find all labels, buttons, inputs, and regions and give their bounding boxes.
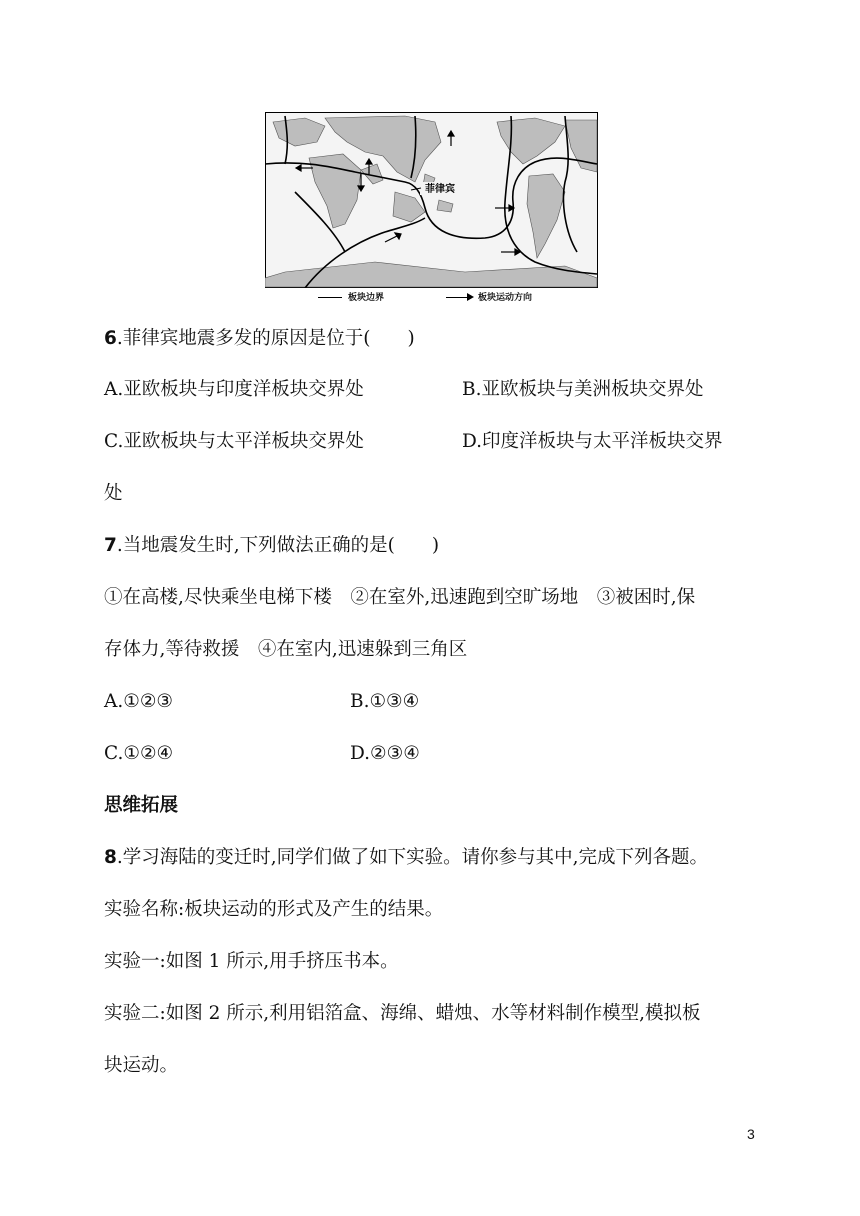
q7-option-c: C.①②④ bbox=[104, 743, 174, 764]
q7-option-b: B.①③④ bbox=[350, 691, 420, 712]
q8-experiment-name: 实验名称:板块运动的形式及产生的结果。 bbox=[104, 899, 444, 920]
q7-stem bbox=[104, 537, 439, 556]
page-number: 3 bbox=[747, 1126, 755, 1142]
q8-stem-text: .学习海陆的变迁时,同学们做了如下实验。请你参与其中,完成下列各题。 bbox=[116, 847, 709, 868]
legend-direction-label: 板块运动方向 bbox=[478, 293, 533, 303]
q6-option-a: A.亚欧板块与印度洋板块交界处 bbox=[104, 379, 364, 400]
plate-boundary-map bbox=[265, 112, 598, 288]
q8-stem bbox=[104, 849, 708, 868]
legend-boundary bbox=[318, 292, 384, 304]
q6-option-d: D.印度洋板块与太平洋板块交界 bbox=[462, 431, 723, 452]
boundary-line-icon bbox=[318, 297, 342, 298]
q6-number: 6 bbox=[104, 328, 117, 349]
legend-boundary-label: 板块边界 bbox=[348, 293, 385, 303]
legend-direction bbox=[446, 292, 532, 304]
q8-experiment-1: 实验一:如图 1 所示,用手挤压书本。 bbox=[104, 951, 399, 972]
q6-stem bbox=[104, 330, 415, 349]
q7-stem-text: .当地震发生时,下列做法正确的是( ) bbox=[116, 535, 440, 556]
q6-stem-text: .菲律宾地震多发的原因是位于( ) bbox=[116, 328, 415, 349]
arrow-right-icon bbox=[446, 297, 468, 298]
q8-experiment-2-line1: 实验二:如图 2 所示,利用铝箔盒、海绵、蜡烛、水等材料制作模型,模拟板 bbox=[104, 1003, 701, 1024]
q7-statements-line2: 存体力,等待救援 ④在室内,迅速躲到三角区 bbox=[104, 639, 468, 660]
q7-option-a: A.①②③ bbox=[104, 691, 173, 712]
q6-option-d-continued: 处 bbox=[104, 483, 123, 504]
q6-option-b: B.亚欧板块与美洲板块交界处 bbox=[462, 379, 704, 400]
q8-number: 8 bbox=[104, 847, 117, 868]
q7-statements-line1: ①在高楼,尽快乘坐电梯下楼 ②在室外,迅速跑到空旷场地 ③被困时,保 bbox=[104, 587, 696, 608]
philippines-label: 菲律宾 bbox=[425, 184, 455, 195]
map-legend bbox=[318, 292, 578, 306]
q7-number: 7 bbox=[104, 535, 117, 556]
q7-option-d: D.②③④ bbox=[350, 743, 420, 764]
q6-option-c: C.亚欧板块与太平洋板块交界处 bbox=[104, 431, 364, 452]
section-title: 思维拓展 bbox=[104, 795, 179, 816]
q8-experiment-2-line2: 块运动。 bbox=[104, 1055, 179, 1076]
